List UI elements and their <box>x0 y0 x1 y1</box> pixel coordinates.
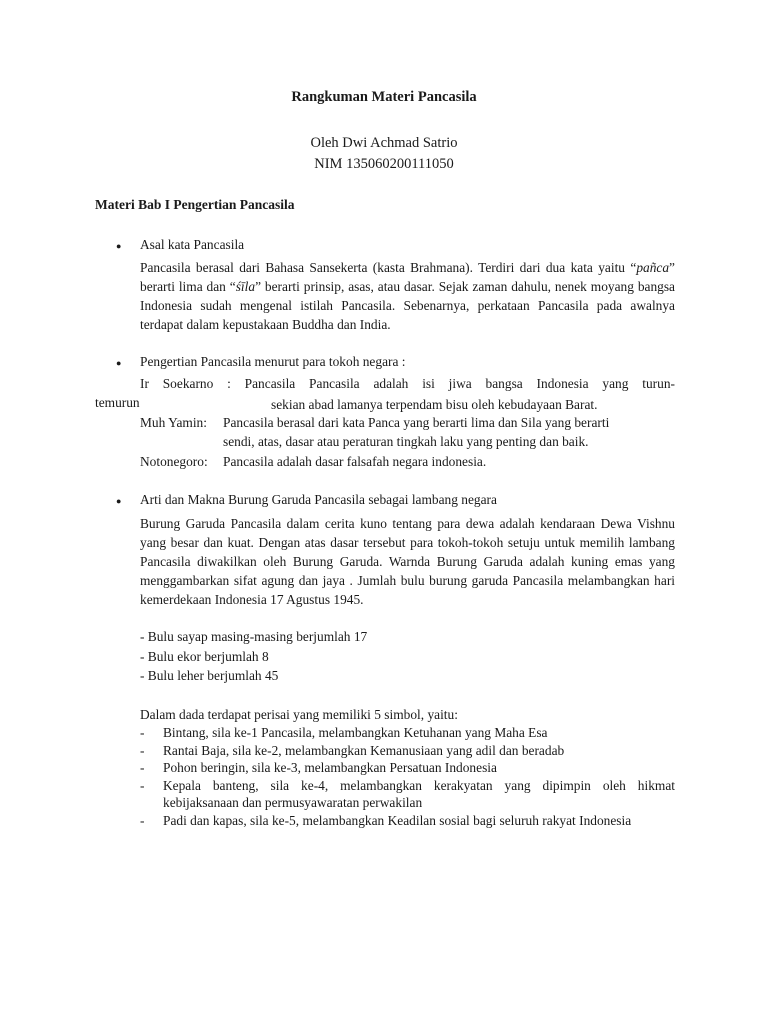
list-item-text: Pohon beringin, sila ke-3, melambangkan Persatuan Indonesia <box>163 760 497 775</box>
section-heading: Pengertian Pancasila menurut para tokoh negara : <box>140 354 406 369</box>
document-title: Rangkuman Materi Pancasila <box>291 89 477 105</box>
section-heading: Arti dan Makna Burung Garuda Pancasila sebagai lambang negara <box>140 492 497 507</box>
dash-marker: - <box>140 777 145 793</box>
chapter-heading: Materi Bab I Pengertian Pancasila <box>95 197 295 212</box>
dash-marker: - <box>140 742 145 758</box>
list-item-text: Bintang, sila ke-1 Pancasila, melambangkan Ketuhanan yang Maha Esa <box>163 725 548 740</box>
section-paragraph <box>140 258 675 334</box>
shield-intro: Dalam dada terdapat perisai yang memiliki 5 simbol, yaitu: <box>140 707 458 722</box>
list-item <box>140 742 675 760</box>
symbol-list <box>140 724 675 829</box>
definition-label: Notonegoro: <box>140 454 208 469</box>
dash-marker: - <box>140 725 145 740</box>
definition-label: Muh Yamin: <box>140 415 207 430</box>
para-text: ” berarti prinsip, asas, atau dasar. Sejak zaman dahulu, nenek moyang bangsa Indonesia sudah mengenal istilah Pancasila. Sebenarnya, perkataan Pancasila pada awalnya terdapat dalam kepustakaan Buddha dan India. <box>140 279 675 332</box>
para-text: ” berarti lima dan “ <box>140 260 675 294</box>
definition-soekarno-cont: temurun <box>95 395 140 410</box>
feather-list <box>140 627 367 686</box>
definition-soekarno: Ir Soekarno : Pancasila Pancasila adalah isi jiwa bangsa Indonesia yang turun- <box>140 376 675 391</box>
dash-marker: - <box>140 812 145 828</box>
list-item <box>140 724 675 742</box>
list-item <box>140 812 675 830</box>
list-item <box>140 759 675 777</box>
list-item-text: Padi dan kapas, sila ke-5, melambangkan Keadilan sosial bagi seluruh rakyat Indonesia <box>163 812 632 828</box>
dash-marker: - <box>140 760 145 775</box>
definition-yamin: Pancasila berasal dari kata Panca yang berarti lima dan Sila yang berarti <box>223 415 610 430</box>
bullet-icon: ● <box>116 496 122 506</box>
term-panca: pañca <box>636 260 670 275</box>
list-item-text: Rantai Baja, sila ke-2, melambangkan Kemanusiaan yang adil dan beradab <box>163 742 565 758</box>
term-sila: śīla <box>235 279 256 294</box>
definition-notonegoro: Pancasila adalah dasar falsafah negara indonesia. <box>223 454 487 469</box>
author-line: Oleh Dwi Achmad Satrio <box>310 135 458 151</box>
nim-line: NIM 135060200111050 <box>314 156 454 172</box>
definition-yamin-cont: sendi, atas, dasar atau peraturan tingkah laku yang penting dan baik. <box>223 434 589 449</box>
section-paragraph: Burung Garuda Pancasila dalam cerita kuno tentang para dewa adalah kendaraan Dewa Vishnu yang besar dan kuat. Dengan atas dasar tersebut para tokoh-tokoh setuju untuk memilih lambang Pancasila diwakilkan oleh Burung Garuda. Warnda Burung Garuda adalah kuning emas yang menggambarkan sifat agung dan jaya . Jumlah bulu burung garuda Pancasila melambangkan hari kemerdekaan Indonesia 17 Agustus 1945. <box>140 516 675 607</box>
section-heading: Asal kata Pancasila <box>140 237 245 252</box>
para-text: Pancasila berasal dari Bahasa Sansekerta (kasta Brahmana). Terdiri dari dua kata yaitu “ <box>140 260 637 275</box>
list-item: - Bulu sayap masing-masing berjumlah 17 <box>140 629 368 644</box>
list-item-text: Kepala banteng, sila ke-4, melambangkan kerakyatan yang dipimpin oleh hikmat kebijaksanaan dan permusyawaratan perwakilan <box>163 777 675 810</box>
list-item <box>140 777 675 812</box>
list-item: - Bulu leher berjumlah 45 <box>140 668 279 683</box>
list-item: - Bulu ekor berjumlah 8 <box>140 648 269 664</box>
definition-soekarno-cont: sekian abad lamanya terpendam bisu oleh kebudayaan Barat. <box>271 397 598 412</box>
bullet-icon: ● <box>116 241 122 251</box>
bullet-icon: ● <box>116 358 122 368</box>
